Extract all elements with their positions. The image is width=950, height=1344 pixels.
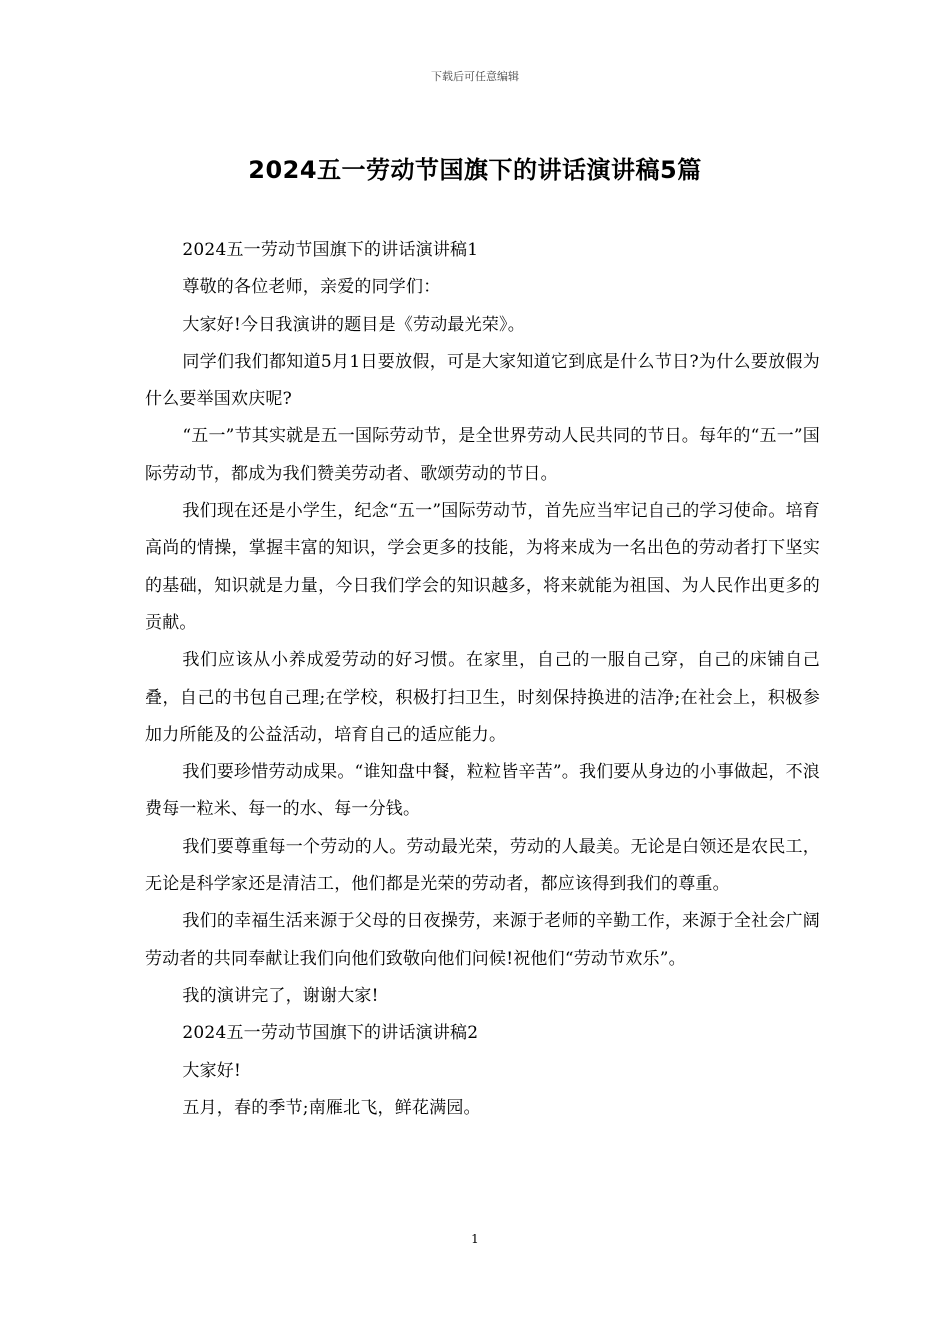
paragraph-section-heading-2: 2024五一劳动节国旗下的讲话演讲稿2 bbox=[182, 1023, 479, 1044]
paragraph: 同学们我们都知道5月1日要放假，可是大家知道它到底是什么节日?为什么要放假为什么要举国欢庆呢? bbox=[145, 351, 820, 410]
paragraph: 五月，春的季节;南雁北飞，鲜花满园。 bbox=[182, 1097, 481, 1118]
paragraph: 我们的幸福生活来源于父母的日夜操劳，来源于老师的辛勤工作，来源于全社会广阔劳动者的共同奉献让我们向他们致敬向他们问候!祝他们“劳动节欢乐”。 bbox=[145, 911, 820, 969]
paragraph: 我们要尊重每一个劳动的人。劳动最光荣，劳动的人最美。无论是白领还是农民工，无论是科学家还是清洁工，他们都是光荣的劳动者，都应该得到我们的尊重。 bbox=[145, 836, 820, 895]
paragraph-closing: 我的演讲完了，谢谢大家! bbox=[182, 985, 379, 1006]
paragraph: 我们应该从小养成爱劳动的好习惯。在家里，自己的一服自己穿，自己的床铺自己叠，自己的书包自己理;在学校，积极打扫卫生，时刻保持换进的洁净;在社会上，积极参加力所能及的公益活动，培育自己的适应能力。 bbox=[145, 650, 820, 745]
page-number: 1 bbox=[471, 1232, 479, 1246]
paragraph: 我们现在还是小学生，纪念“五一”国际劳动节，首先应当牢记自己的学习使命。培育高尚的情操，掌握丰富的知识，学会更多的技能，为将来成为一名出色的劳动者打下坚实的基础，知识就是力量，今日我们学会的知识越多，将来就能为祖国、为人民作出更多的贡献。 bbox=[145, 501, 820, 633]
paragraph: “五一”节其实就是五一国际劳动节，是全世界劳动人民共同的节日。每年的“五一”国际劳动节，都成为我们赞美劳动者、歌颂劳动的节日。 bbox=[145, 426, 820, 484]
document-title: 2024五一劳动节国旗下的讲话演讲稿5篇 bbox=[248, 156, 702, 184]
paragraph: 我们要珍惜劳动成果。“谁知盘中餐，粒粒皆辛苦”。我们要从身边的小事做起，不浪费每一粒米、每一的水、每一分钱。 bbox=[145, 762, 820, 820]
paragraph-section-heading-1: 2024五一劳动节国旗下的讲话演讲稿1 bbox=[182, 240, 479, 260]
paragraph-salutation: 尊敬的各位老师，亲爱的同学们： bbox=[182, 277, 441, 298]
paragraph-greeting: 大家好! bbox=[182, 1060, 242, 1081]
header-note: 下载后可任意编辑 bbox=[431, 70, 519, 83]
document-body bbox=[145, 232, 820, 1127]
paragraph-greeting: 大家好!今日我演讲的题目是《劳动最光荣》。 bbox=[182, 314, 525, 335]
